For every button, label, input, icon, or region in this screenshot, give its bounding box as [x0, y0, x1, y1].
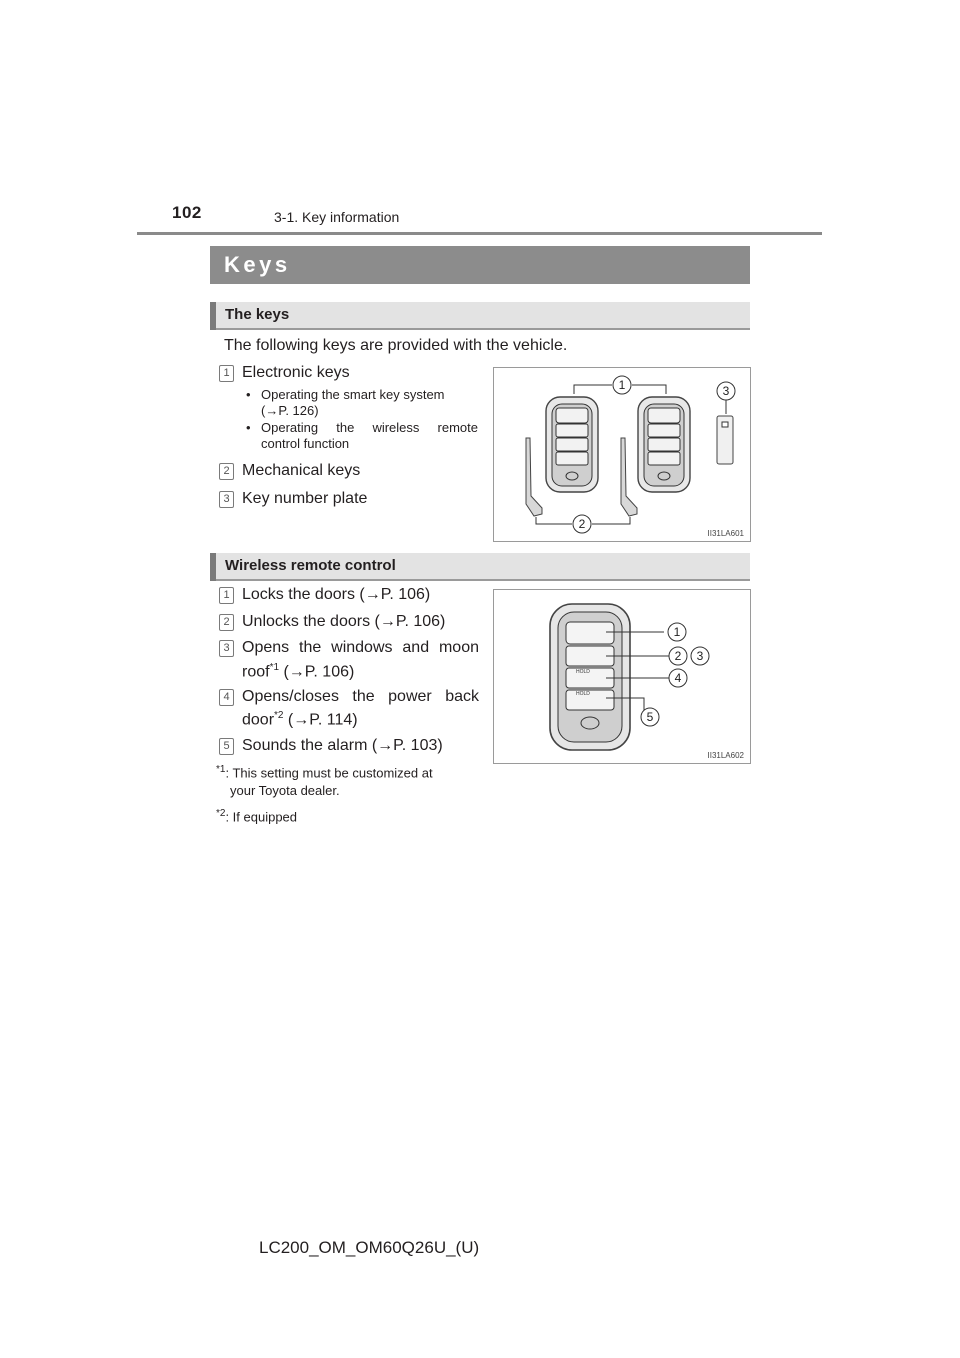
- keys-figure: [493, 367, 751, 542]
- bullet-text-cont: (→P. 126): [261, 403, 319, 418]
- item-number: 3: [219, 640, 234, 657]
- footnote-1: $^{*1}$: This setting must be customized at your Toyota dealer.: [216, 764, 433, 799]
- section-title: Keys: [224, 252, 291, 277]
- subheading-the-keys: [210, 302, 750, 330]
- item-unlock: Unlocks the doors (→P. 106): [242, 613, 446, 630]
- keys-intro: The following keys are provided with the vehicle.: [224, 337, 568, 354]
- remote-illustration: [494, 590, 750, 763]
- hold-label: HOLD: [576, 669, 590, 675]
- callout-2-label: 2: [578, 517, 586, 531]
- item-number: 2: [219, 614, 234, 631]
- page-number: 102: [172, 203, 202, 222]
- callout-1-label: 1: [618, 378, 626, 392]
- item-lock: Locks the doors (→P. 106): [242, 586, 431, 603]
- item-windows-line2: roof$^{*1}$ (→P. 106): [242, 662, 355, 681]
- item-back-door-line1: Opens/closes the power back: [242, 688, 479, 705]
- bullet-list: [246, 387, 478, 451]
- subheading-marker: [210, 553, 216, 581]
- item-number: 3: [219, 491, 234, 508]
- item-back-door-line2: door$^{*2}$ (→P. 114): [242, 710, 358, 729]
- callout-2-label: 2: [674, 649, 682, 663]
- item-windows-line1: Opens the windows and moon: [242, 639, 479, 656]
- figure-code: II31LA601: [707, 529, 744, 538]
- header-rule: [137, 232, 822, 235]
- subheading-marker: [210, 302, 216, 330]
- figure-code: II31LA602: [707, 751, 744, 760]
- chapter-title: 3-1. Key information: [274, 209, 400, 225]
- callout-5-label: 5: [646, 710, 654, 724]
- bullet-dot: •: [246, 420, 251, 435]
- item-key-number-plate: Key number plate: [242, 490, 368, 507]
- item-mechanical-keys: Mechanical keys: [242, 462, 361, 479]
- remote-figure: [493, 589, 751, 764]
- bullet-text-cont: control function: [261, 436, 350, 451]
- item-alarm: Sounds the alarm (→P. 103): [242, 737, 443, 754]
- hold-label: HOLD: [576, 691, 590, 697]
- callout-3-label: 3: [722, 384, 730, 398]
- footnote-2: $^{*2}$: If equipped: [216, 808, 298, 825]
- item-number: 1: [219, 365, 234, 382]
- item-number: 5: [219, 738, 234, 755]
- keys-illustration: [494, 368, 750, 541]
- callout-4-label: 4: [674, 671, 682, 685]
- bullet-dot: •: [246, 387, 251, 402]
- callout-1-label: 1: [673, 625, 681, 639]
- callout-3-label: 3: [696, 649, 704, 663]
- section-title-bar: [210, 246, 750, 284]
- subheading-wireless-remote: [210, 553, 750, 581]
- bullet-text: Operating the smart key system: [261, 387, 445, 402]
- item-number: 4: [219, 689, 234, 706]
- footer-code: LC200_OM_OM60Q26U_(U): [259, 1238, 480, 1257]
- subheading-text: The keys: [225, 306, 290, 323]
- bullet-item: [246, 387, 478, 402]
- item-electronic-keys: Electronic keys: [242, 364, 350, 381]
- item-number: 2: [219, 463, 234, 480]
- bullet-text: Operating the wireless remote: [261, 420, 478, 435]
- subheading-text: Wireless remote control: [225, 557, 396, 574]
- item-number: 1: [219, 587, 234, 604]
- bullet-item: [246, 420, 478, 435]
